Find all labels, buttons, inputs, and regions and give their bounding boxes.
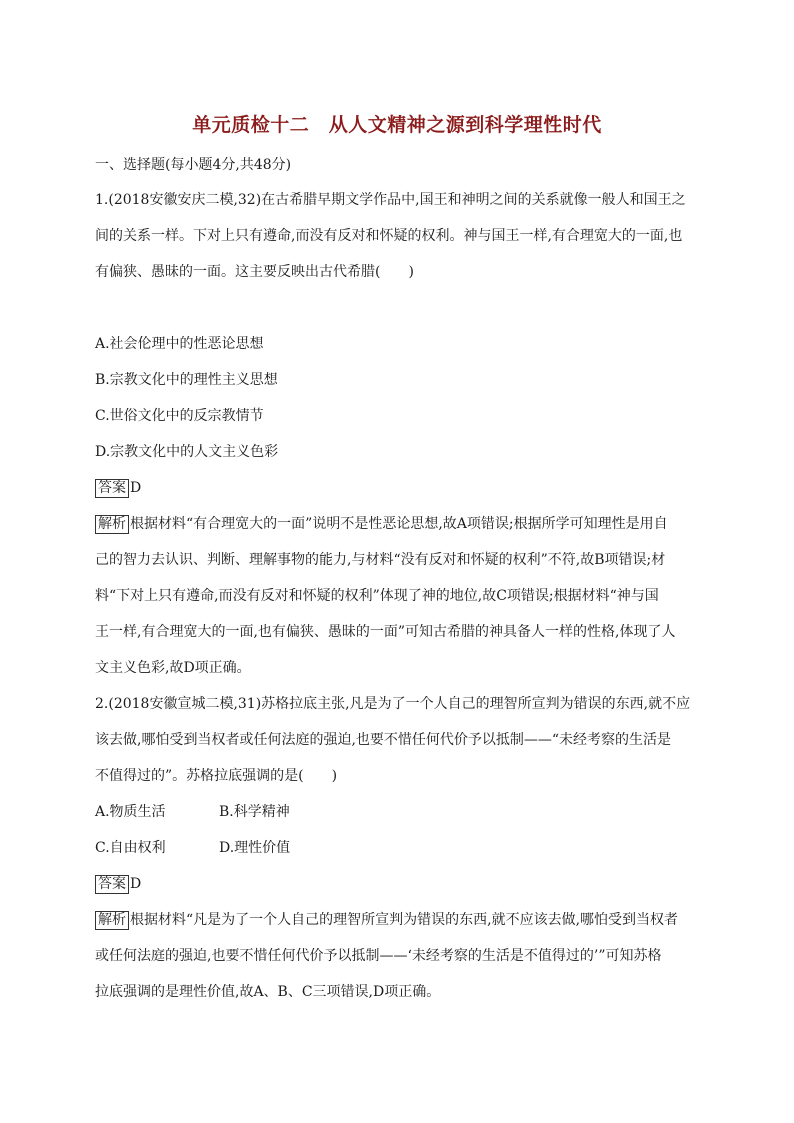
analysis-tag: 解析 (95, 911, 129, 930)
answer-tag: 答案 (95, 479, 129, 498)
question-2-stem-line-1: 2.(2018安徽宣城二模,31)苏格拉底主张,凡是为了一个人自己的理智所宣判为错误的东西,就不应 (95, 696, 691, 712)
question-2-options-row-2 (95, 838, 725, 858)
answer-tag: 答案 (95, 875, 129, 894)
question-2-option-d: D.理性价值 (219, 840, 291, 856)
question-2-answer (95, 874, 725, 894)
page-title: 单元质检十二 从人文精神之源到科学理性时代 (192, 114, 602, 136)
question-1-option-d: D.宗教文化中的人文主义色彩 (95, 444, 279, 460)
question-1-analysis-line-2: 己的智力去认识、判断、理解事物的能力,与材料“没有反对和怀疑的权利”不符,故B项错误;材 (95, 552, 666, 568)
question-2-analysis-line-2: 或任何法庭的强迫,也要不惜任何代价予以抵制——‘未经考察的生活是不值得过的’”可知苏格 (95, 948, 662, 964)
question-2-analysis-line-3: 拉底强调的是理性价值,故A、B、C三项错误,D项正确。 (95, 984, 441, 1000)
question-2-options-row-1 (95, 802, 725, 822)
question-1-analysis-line-3: 料“下对上只有遵命,而没有反对和怀疑的权利”体现了神的地位,故C项错误;根据材料“神与国 (95, 588, 659, 604)
answer-value: D (130, 480, 142, 496)
section-heading: 一、选择题(每小题4分,共48分) (95, 157, 292, 173)
question-2-option-c: C.自由权利 (95, 840, 166, 856)
analysis-tag: 解析 (95, 515, 129, 534)
question-2-analysis-line-1 (95, 910, 725, 930)
question-1-stem-line-1: 1.(2018安徽安庆二模,32)在古希腊早期文学作品中,国王和神明之间的关系就像一般人和国王之 (95, 192, 686, 208)
question-1-option-b: B.宗教文化中的理性主义思想 (95, 372, 278, 388)
question-1-stem-line-3: 有偏狭、愚昧的一面。这主要反映出古代希腊( ) (95, 264, 414, 280)
analysis-text: 根据材料“凡是为了一个人自己的理智所宣判为错误的东西,就不应该去做,哪怕受到当权者 (130, 912, 679, 928)
question-1-analysis-line-1 (95, 514, 725, 534)
question-2-stem-line-3: 不值得过的”。苏格拉底强调的是( ) (95, 768, 338, 784)
answer-value: D (130, 876, 142, 892)
question-2-option-b: B.科学精神 (219, 804, 290, 820)
question-1-option-c: C.世俗文化中的反宗教情节 (95, 408, 264, 424)
analysis-text: 根据材料“有合理宽大的一面”说明不是性恶论思想,故A项错误;根据所学可知理性是用自 (130, 516, 668, 532)
question-1-analysis-line-4: 王一样,有合理宽大的一面,也有偏狭、愚昧的一面”可知古希腊的神具备人一样的性格,体现了人 (95, 624, 676, 640)
question-1-option-a: A.社会伦理中的性恶论思想 (95, 336, 264, 352)
question-2-option-a: A.物质生活 (95, 804, 166, 820)
question-1-stem-line-2: 间的关系一样。下对上只有遵命,而没有反对和怀疑的权利。神与国王一样,有合理宽大的一面,也 (95, 228, 683, 244)
question-2-stem-line-2: 该去做,哪怕受到当权者或任何法庭的强迫,也要不惜任何代价予以抵制——“未经考察的生活是 (95, 732, 672, 748)
question-1-analysis-line-5: 文主义色彩,故D项正确。 (95, 660, 251, 676)
question-1-answer (95, 478, 725, 498)
